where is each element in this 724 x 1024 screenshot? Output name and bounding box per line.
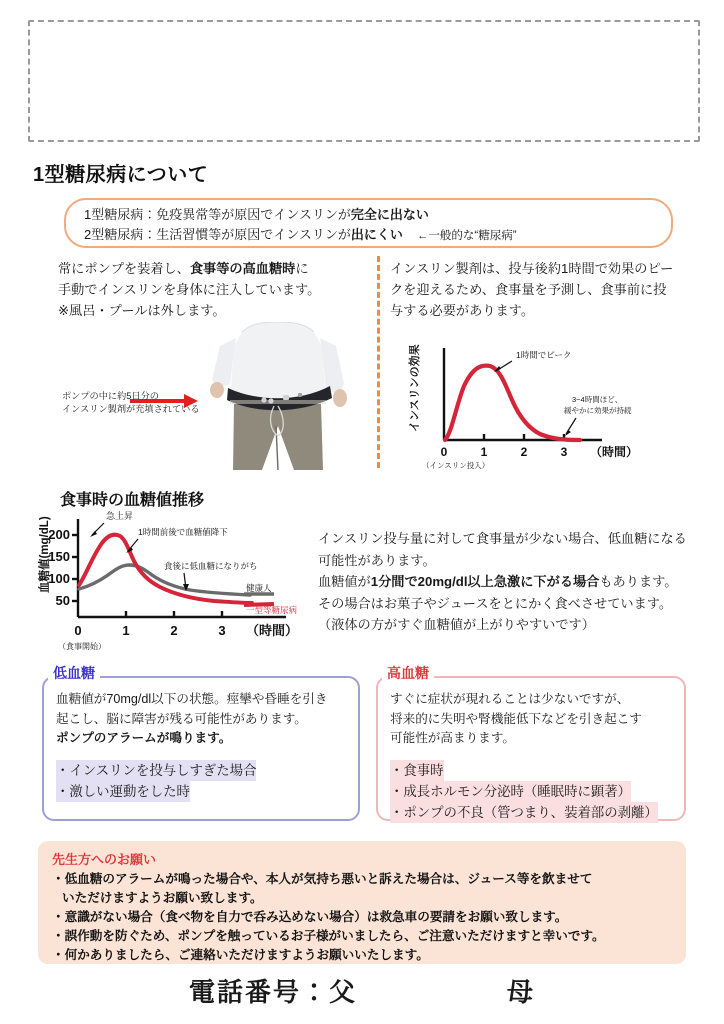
glucose-chart-ytick-50: 50 (55, 593, 70, 608)
pump-photo-caption-line2: インスリン製剤が充填されている (62, 404, 200, 414)
high-sugar-line2: 将来的に失明や腎機能低下などを引き起こす (390, 711, 642, 726)
glucose-chart-annotation-drop: 1時間前後で血糖値降下 (138, 527, 228, 537)
teacher-request-box (38, 841, 686, 964)
request-item-4 (52, 946, 674, 965)
blood-glucose-chart (34, 505, 332, 657)
definition-type2-note: ←一般的な“糖尿病” (416, 230, 517, 242)
top-blank-placeholder-box (28, 20, 700, 142)
blood-glucose-chart-svg (34, 505, 332, 657)
insulin-effect-chart-svg (404, 336, 690, 470)
request-item-1-main: ・低血糖のアラームが鳴った場合や、本人が気持ち悪いと訴えた場合は、ジュース等を飲ませて (52, 872, 593, 886)
insulin-timing-line1: インスリン製剤は、投与後約1時間で効果のピー (390, 261, 674, 276)
definition-type1-line (84, 205, 671, 225)
request-item-4-main: ・何かありましたら、ご連絡いただけますようお願いいたします。 (52, 948, 429, 962)
glucose-chart-xtick-2: 2 (170, 623, 178, 638)
contact-footer (0, 972, 724, 1009)
glucose-chart-xtick-3: 3 (218, 623, 226, 638)
teacher-request-title: 先生方へのお願い (52, 852, 157, 867)
father-phone-label: 電話番号：父 (188, 977, 357, 1007)
glucose-text-line3-b: もあります。 (599, 574, 678, 589)
insulin-chart-origin-note: （インスリン投入） (422, 461, 490, 470)
glucose-text-line3-emphasis: 1分間で20mg/dl以上急激に下がる場合 (370, 574, 600, 589)
insulin-chart-xlabel: （時間） (590, 445, 639, 459)
low-sugar-bullet-2: ・激しい運動をした時 (56, 781, 190, 802)
insulin-chart-ylabel: インスリンの効果 (409, 344, 421, 432)
request-item-3 (52, 927, 674, 946)
high-sugar-line1: すぐに症状が現れることは少ないですが、 (390, 692, 630, 706)
request-item-2-main: ・意識がない場合（食べ物を自力で呑み込めない場合）は救急車の要請をお願い致します。 (52, 910, 568, 924)
glucose-chart-legend-healthy: 健康人 (246, 583, 272, 593)
glucose-chart-xtick-1: 1 (122, 623, 130, 638)
glucose-text-line4: その場合はお菓子やジュースをとにかく食べさせています。 (318, 595, 673, 611)
insulin-pump-photo-illustration (190, 322, 365, 470)
low-blood-sugar-bullet-list (56, 760, 346, 802)
glucose-chart-xtick-0: 0 (74, 623, 82, 638)
request-item-3-main: ・誤作動を防ぐため、ポンプを触っているお子様がいましたら、ご注意いただけますと幸いです。 (52, 929, 605, 943)
insulin-timing-line3: 与する必要があります。 (390, 303, 535, 318)
glucose-explanation-text (318, 528, 696, 636)
definition-type2-emphasis: 出にくい (350, 227, 403, 242)
definition-type1-prefix: 1型糖尿病：免疫異常等が原因でインスリンが (84, 207, 351, 222)
high-sugar-bullet-1: ・食事時 (390, 760, 444, 781)
high-sugar-line3: 可能性が高まります。 (390, 731, 515, 745)
pump-usage-description (58, 258, 368, 321)
pump-photo-caption (62, 390, 202, 416)
insulin-chart-peak-annotation: 1時間でピーク (516, 350, 572, 360)
glucose-chart-ytick-200: 200 (48, 527, 70, 542)
insulin-chart-xtick-2: 2 (520, 445, 528, 459)
high-blood-sugar-box (376, 676, 686, 821)
pump-usage-line3: ※風呂・プールは外します。 (58, 303, 226, 318)
insulin-effect-chart (404, 336, 690, 470)
request-item-1-cont: いただけますようお願い致します。 (62, 891, 263, 905)
low-sugar-line3-emphasis: ポンプのアラームが鳴ります。 (56, 731, 232, 745)
insulin-timing-line2: クを迎えるため、食事量を予測し、食事前に投 (390, 282, 667, 297)
pump-usage-line1-b: に (295, 261, 309, 276)
glucose-chart-annotation-spike: 急上昇 (106, 511, 134, 521)
glucose-text-line1: インスリン投与量に対して食事量が少ない場合、低血糖になる (318, 531, 687, 546)
high-blood-sugar-bullet-list (390, 760, 672, 823)
insulin-chart-xtick-3: 3 (560, 445, 568, 459)
page-title: 1型糖尿病について (33, 164, 209, 186)
high-sugar-bullet-2: ・成長ホルモン分泌時（睡眠時に顕著） (390, 781, 631, 802)
request-item-2 (52, 908, 674, 927)
glucose-chart-xlabel: （時間） (246, 623, 299, 638)
low-blood-sugar-box (42, 676, 360, 821)
high-blood-sugar-label: 高血糖 (382, 663, 434, 683)
definition-type2-prefix: 2型糖尿病：生活習慣等が原因でインスリンが (84, 227, 351, 242)
insulin-pump-photo (190, 322, 365, 470)
insulin-chart-tail-annotation-line1: 3−4時間ほど、 (572, 395, 623, 404)
definition-type1-emphasis: 完全に出ない (350, 207, 429, 222)
pump-usage-line1-a: 常にポンプを装着し、 (58, 261, 190, 276)
definition-type2-line (84, 225, 671, 246)
insulin-chart-xtick-1: 1 (480, 445, 488, 459)
insulin-chart-xtick-0: 0 (440, 445, 448, 459)
glucose-section-title: 食事時の血糖値推移 (60, 492, 205, 509)
diabetes-type-definition-box (64, 198, 673, 248)
insulin-timing-description (390, 258, 690, 321)
insulin-chart-tail-annotation-line2: 緩やかに効果が持続 (564, 406, 632, 415)
glucose-chart-legend-type1: 一型等糖尿病 (246, 605, 298, 615)
glucose-text-line2: 可能性があります。 (318, 552, 436, 568)
pump-photo-caption-line1: ポンプの中に約5日分の (62, 391, 159, 401)
glucose-text-line5: （液体の方がすぐ血糖値が上がりやすいです） (318, 617, 595, 632)
request-item-1 (52, 870, 674, 908)
glucose-chart-annotation-postmeal: 食後に低血糖になりがち (164, 561, 258, 571)
low-sugar-line2: 起こし、脳に障害が残る可能性があります。 (56, 711, 307, 726)
pump-usage-line2: 手動でインスリンを身体に注入しています。 (58, 282, 321, 297)
glucose-chart-origin-note: （食事開始） (58, 642, 106, 651)
mother-phone-label: 母 (507, 977, 536, 1007)
high-sugar-bullet-3: ・ポンプの不良（管つまり、装着部の剥離） (390, 802, 658, 823)
glucose-chart-ytick-100: 100 (48, 571, 70, 586)
high-blood-sugar-body (390, 690, 672, 749)
low-blood-sugar-label: 低血糖 (48, 663, 100, 683)
glucose-chart-ytick-150: 150 (48, 549, 70, 564)
vertical-dashed-divider (377, 256, 380, 468)
low-sugar-line1: 血糖値が70mg/dl以下の状態。痙攣や昏睡を引き (56, 692, 328, 706)
glucose-chart-ylabel: 血糖値(mg/dL) (39, 516, 51, 593)
low-blood-sugar-body (56, 690, 346, 749)
low-sugar-bullet-1: ・インスリンを投与しすぎた場合 (56, 760, 256, 781)
pump-usage-line1-emphasis: 食事等の高血糖時 (189, 261, 296, 276)
glucose-text-line3-a: 血糖値が (318, 574, 371, 589)
